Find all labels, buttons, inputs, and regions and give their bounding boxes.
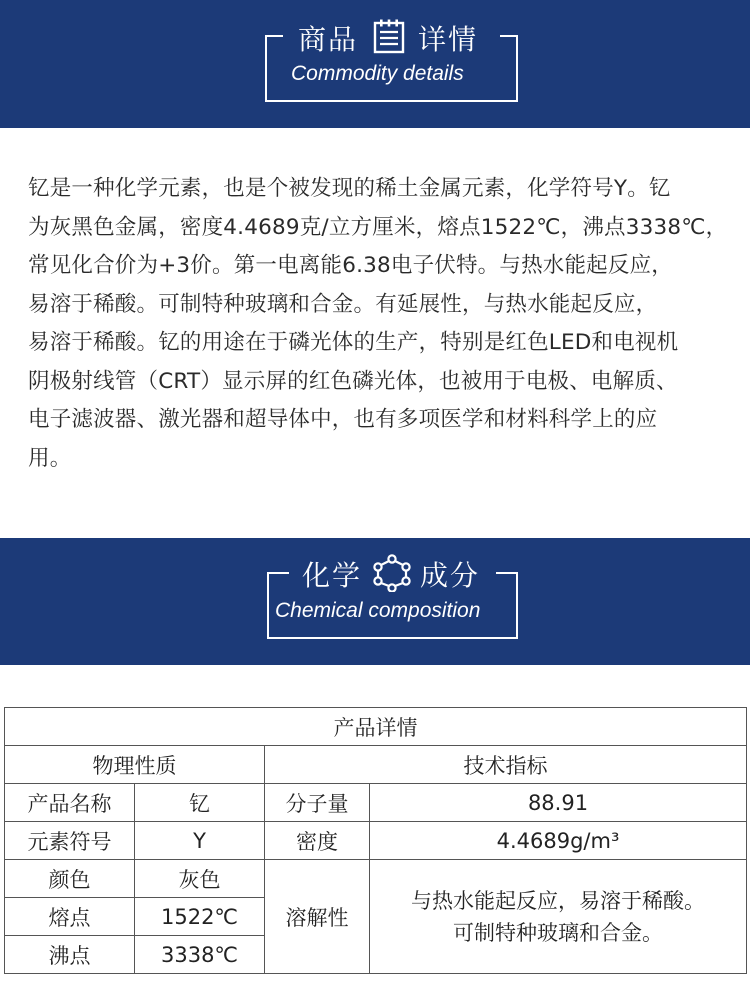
property-value: 灰色 (135, 860, 265, 898)
property-value: 3338℃ (135, 936, 265, 974)
description-line: 易溶于稀酸。钇的用途在于磷光体的生产，特别是红色LED和电视机 (28, 330, 679, 355)
section-title-left: 商品 (298, 23, 359, 56)
property-value: Y (135, 822, 265, 860)
description-line: 钇是一种化学元素，也是个被发现的稀土金属元素，化学符号Y。钇 (28, 176, 671, 201)
molecule-icon (372, 554, 412, 592)
description-line: 用。 (28, 445, 72, 471)
description-line: 常见化合价为+3价。第一电离能6.38电子伏特。与热水能起反应， (28, 253, 673, 278)
product-description (28, 170, 744, 478)
spec-value-line: 可制特种玻璃和合金。 (453, 920, 663, 945)
section-title-right: 成分 (420, 559, 481, 592)
spec-value: 4.4689g/m³ (370, 822, 747, 860)
section-subtitle: Commodity details (291, 62, 464, 85)
table-title: 产品详情 (5, 708, 747, 746)
property-value: 钇 (135, 784, 265, 822)
spec-value (370, 860, 747, 974)
description-line: 电子滤波器、激光器和超导体中，也有多项医学和材料科学上的应 (28, 407, 658, 432)
commodity-details-banner (0, 0, 750, 128)
chemical-composition-banner (0, 538, 750, 665)
description-line: 为灰黑色金属，密度4.4689克/立方厘米，熔点1522℃，沸点3338℃， (28, 214, 728, 240)
property-label: 元素符号 (5, 822, 135, 860)
table-row (5, 860, 747, 898)
physical-properties-header: 物理性质 (5, 746, 265, 784)
property-label: 产品名称 (5, 784, 135, 822)
property-label: 颜色 (5, 860, 135, 898)
table-title-row (5, 708, 747, 746)
section-title-left: 化学 (302, 559, 363, 592)
description-line: 阴极射线管（CRT）显示屏的红色磷光体，也被用于电极、电解质、 (28, 368, 678, 394)
table-header-row (5, 746, 747, 784)
spec-value: 88.91 (370, 784, 747, 822)
spec-label: 密度 (265, 822, 370, 860)
table-row (5, 822, 747, 860)
description-line: 易溶于稀酸。可制特种玻璃和合金。有延展性，与热水能起反应， (28, 291, 658, 317)
spec-value-line: 与热水能起反应，易溶于稀酸。 (411, 888, 705, 913)
section-subtitle: Chemical composition (275, 599, 481, 622)
product-spec-table (4, 707, 747, 974)
section-title-right: 详情 (418, 23, 479, 56)
table-row (5, 784, 747, 822)
spec-label: 分子量 (265, 784, 370, 822)
property-label: 熔点 (5, 898, 135, 936)
technical-specs-header: 技术指标 (265, 746, 747, 784)
property-label: 沸点 (5, 936, 135, 974)
notepad-icon (372, 18, 406, 54)
property-value: 1522℃ (135, 898, 265, 936)
spec-label: 溶解性 (265, 860, 370, 974)
